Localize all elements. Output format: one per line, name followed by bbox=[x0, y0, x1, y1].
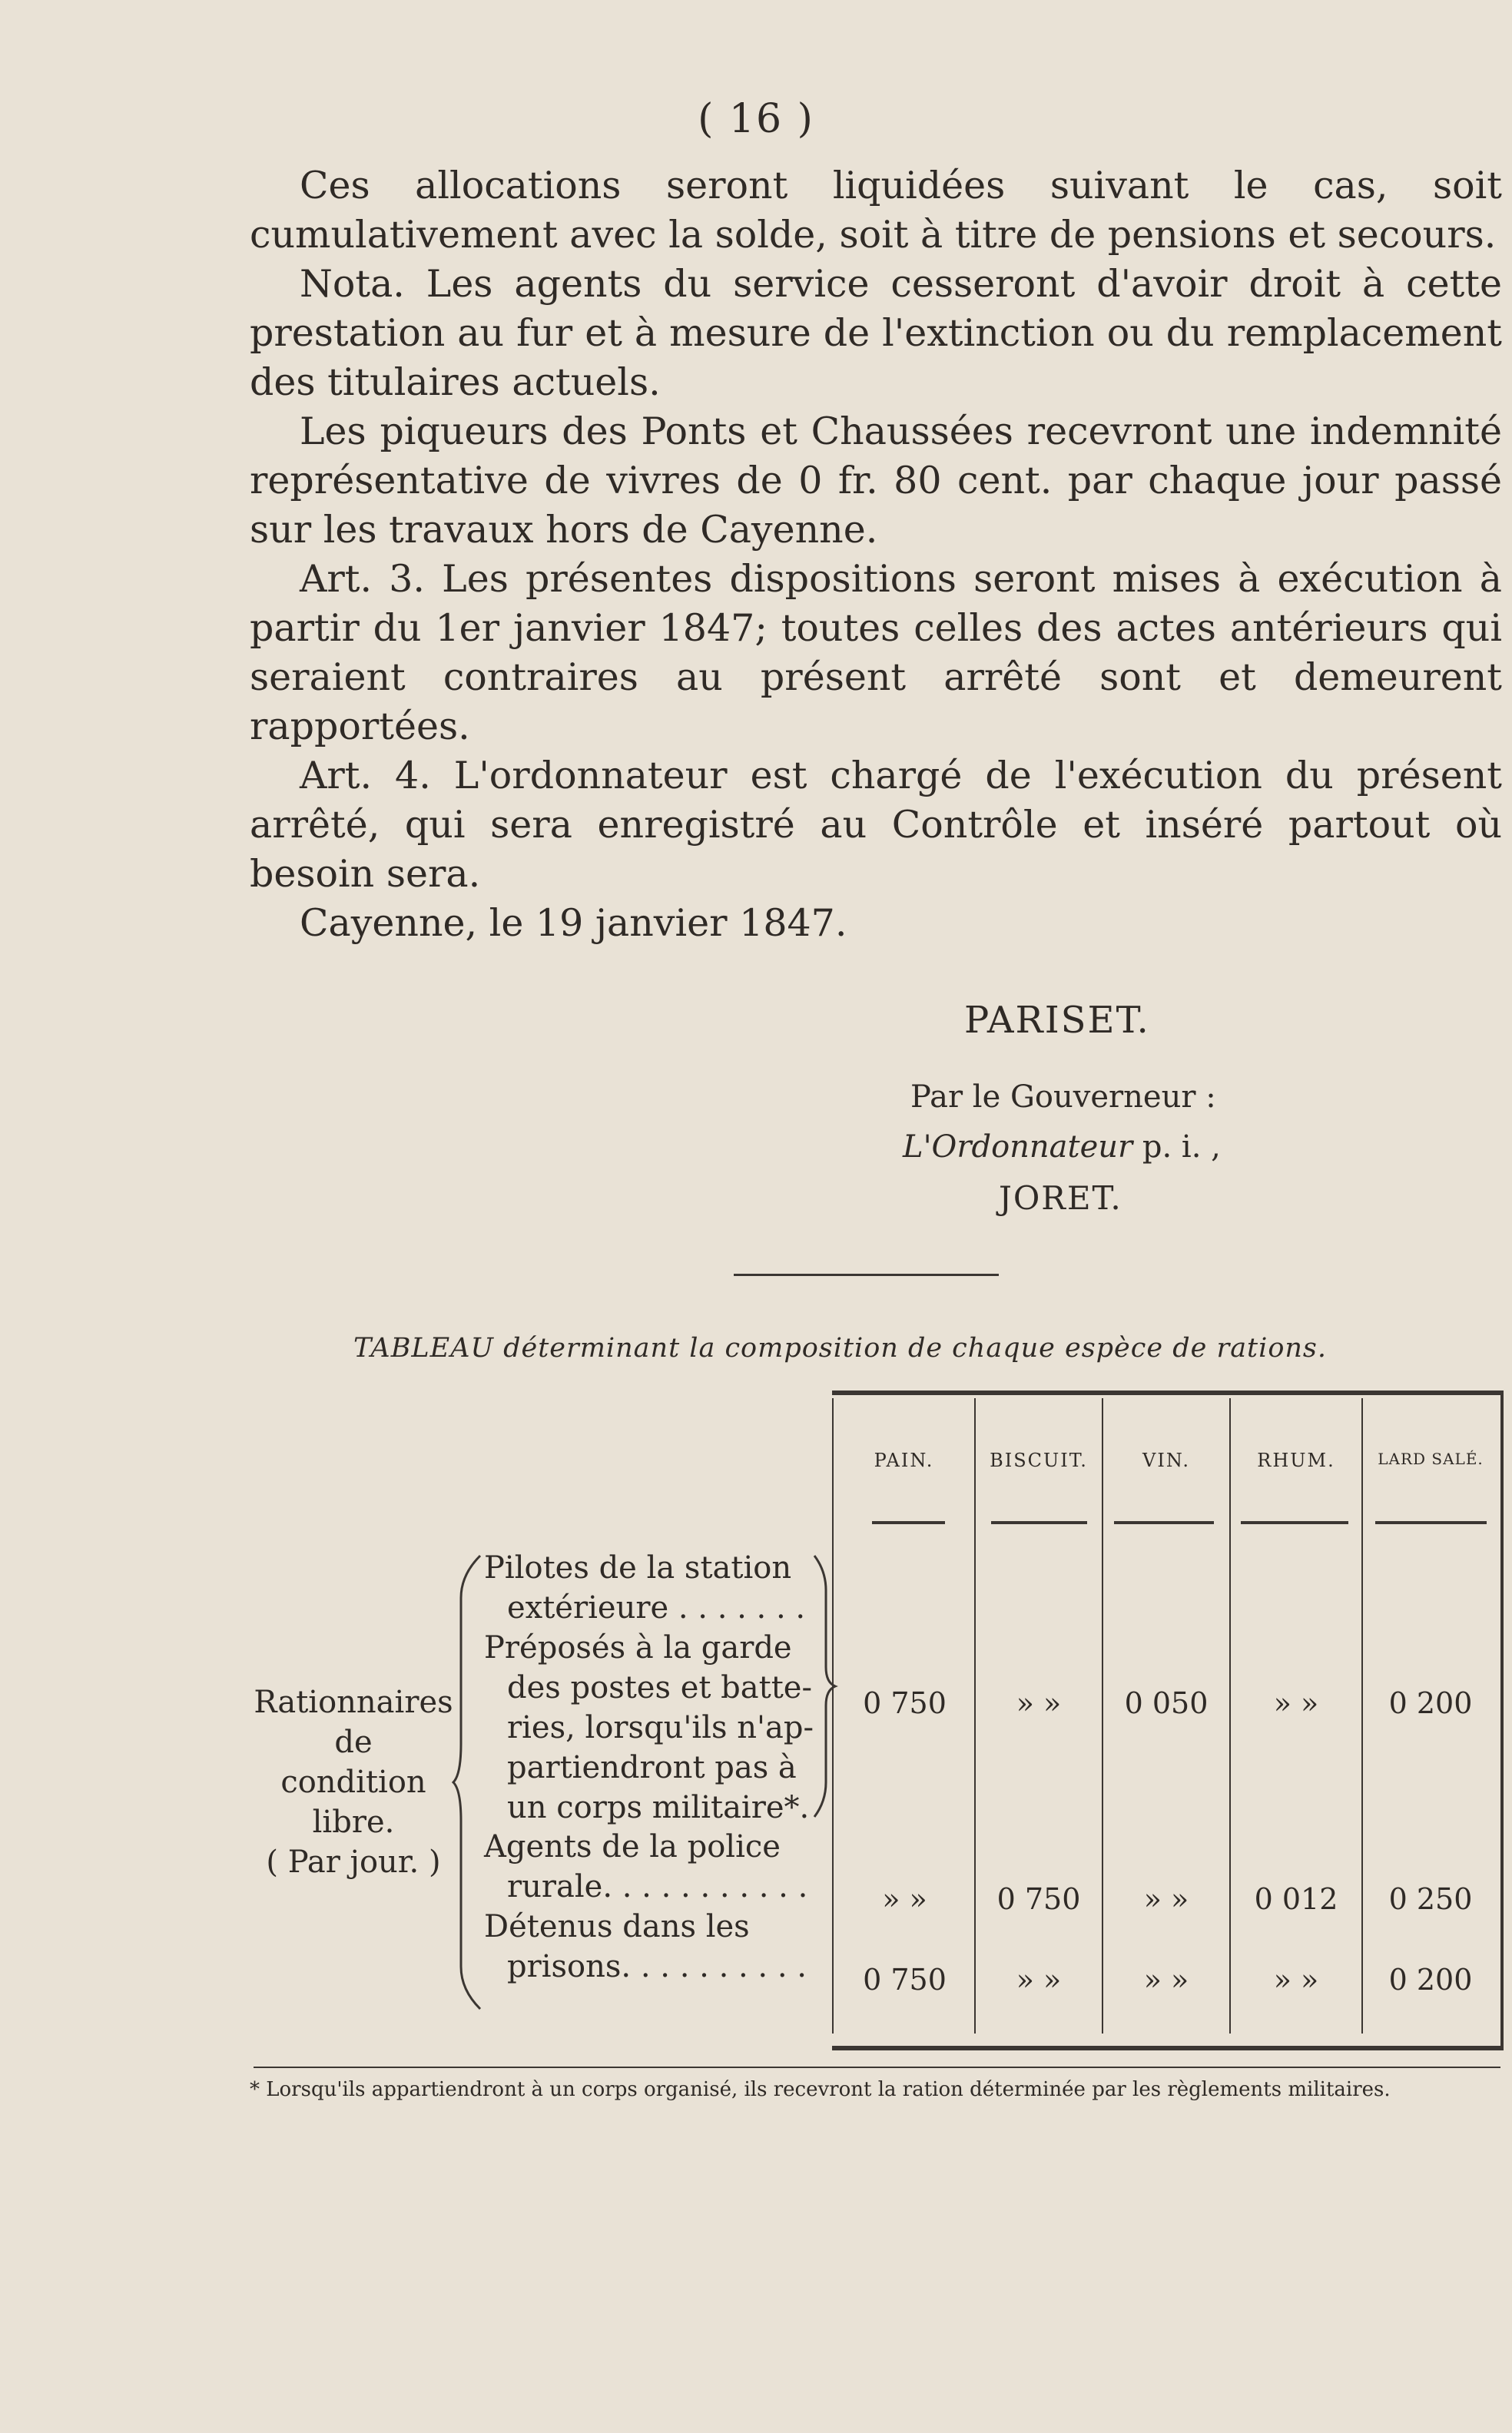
header-rule bbox=[1241, 1521, 1348, 1524]
cell: » » bbox=[882, 1882, 927, 1916]
column-header-rhum: RHUM. bbox=[1257, 1450, 1335, 1471]
paragraph: Cayenne, le 19 janvier 1847. bbox=[300, 901, 847, 945]
paragraph: Ces allocations seront liquidées suivant le cas, soit cumulativement avec la solde, soit à titre de pensions et secours. bbox=[250, 164, 1502, 257]
group-label-line: Rationnaires bbox=[254, 1685, 453, 1720]
ordonnateur-suffix: p. i. , bbox=[1142, 1129, 1221, 1165]
table-title: TABLEAU déterminant la composition de chaque espèce de rations. bbox=[353, 1333, 1328, 1364]
column-divider bbox=[1102, 1398, 1103, 2034]
cell: » » bbox=[1016, 1963, 1062, 1997]
row-label-agents bbox=[484, 1827, 818, 1907]
row-label-line: ries, lorsqu'ils n'ap- bbox=[507, 1710, 814, 1745]
signature: PARISET. bbox=[964, 999, 1150, 1042]
cell: 0 012 bbox=[1254, 1882, 1338, 1916]
group-label-line: de bbox=[334, 1725, 373, 1760]
row-label-line: Pilotes de la station bbox=[484, 1550, 792, 1586]
cell: » » bbox=[1273, 1686, 1319, 1720]
row-label-line: Préposés à la garde bbox=[484, 1630, 792, 1666]
row-label-line: rurale. . . . . . . . . . . bbox=[507, 1869, 808, 1904]
row-label-line: partiendront pas à bbox=[507, 1750, 797, 1785]
paragraph: Nota. Les agents du service cesseront d'avoir droit à cette prestation au fur et à mesure de l'extinction ou du remplacement des titulaires actuels. bbox=[250, 262, 1502, 404]
column-header-pain: PAIN. bbox=[874, 1450, 934, 1471]
column-divider bbox=[974, 1398, 976, 2034]
row-label-line: un corps militaire*. bbox=[507, 1790, 810, 1825]
body-text bbox=[250, 161, 1502, 948]
countersignature: JORET. bbox=[999, 1179, 1122, 1217]
cell: » » bbox=[1143, 1963, 1189, 1997]
header-rule bbox=[1114, 1521, 1214, 1524]
paragraph: Art. 4. L'ordonnateur est chargé de l'exécution du présent arrêté, qui sera enregistré au Contrôle et inséré partout où besoin sera. bbox=[250, 754, 1502, 896]
row-label-line: prisons. . . . . . . . . . bbox=[507, 1949, 807, 1984]
cell: 0 200 bbox=[1388, 1686, 1473, 1720]
cell: 0 750 bbox=[996, 1882, 1081, 1916]
paragraph: Art. 3. Les présentes dispositions seront mises à exécution à partir du 1er janvier 1847; toutes celles des actes antérieurs qui seraient contraires au présent arrêté sont et demeurent rapportées. bbox=[250, 557, 1502, 748]
ordonnateur-title: L'Ordonnateur bbox=[903, 1129, 1133, 1165]
ration-table bbox=[832, 1391, 1504, 2050]
cell: 0 050 bbox=[1124, 1686, 1209, 1720]
cell: 0 250 bbox=[1388, 1882, 1473, 1916]
header-rule bbox=[872, 1521, 945, 1524]
row-label-line: Agents de la police bbox=[484, 1829, 781, 1865]
group-label-line: ( Par jour. ) bbox=[266, 1845, 441, 1880]
group-label-line: libre. bbox=[312, 1805, 395, 1840]
row-label-line: Détenus dans les bbox=[484, 1909, 750, 1944]
cell: » » bbox=[1016, 1686, 1062, 1720]
by-governor-line: Par le Gouverneur : bbox=[910, 1079, 1216, 1115]
section-divider bbox=[734, 1274, 999, 1276]
ordonnateur-line bbox=[903, 1129, 1221, 1165]
footnote-divider bbox=[254, 2067, 1500, 2068]
cell: » » bbox=[1143, 1882, 1189, 1916]
column-header-vin: VIN. bbox=[1142, 1450, 1190, 1471]
header-rule bbox=[1375, 1521, 1487, 1524]
cell: 0 200 bbox=[1388, 1963, 1473, 1997]
cell: » » bbox=[1273, 1963, 1319, 1997]
header-rule bbox=[991, 1521, 1087, 1524]
column-divider bbox=[1361, 1398, 1363, 2034]
group-label bbox=[246, 1682, 461, 1882]
column-divider bbox=[1229, 1398, 1231, 2034]
column-header-lard-sale: LARD SALÉ. bbox=[1378, 1450, 1484, 1468]
row-label-pilotes bbox=[484, 1548, 818, 1828]
page-number: ( 16 ) bbox=[698, 96, 814, 142]
group-label-line: condition bbox=[280, 1765, 426, 1800]
cell: 0 750 bbox=[863, 1686, 947, 1720]
column-header-biscuit: BISCUIT. bbox=[990, 1450, 1088, 1471]
paragraph: Les piqueurs des Ponts et Chaussées recevront une indemnité représentative de vivres de 0 fr. 80 cent. par chaque jour passé sur les travaux hors de Cayenne. bbox=[250, 409, 1502, 552]
cell: 0 750 bbox=[863, 1963, 947, 1997]
row-label-line: extérieure . . . . . . . bbox=[507, 1590, 806, 1626]
footnote: * Lorsqu'ils appartiendront à un corps organisé, ils recevront la ration déterminée par les règlements militaires. bbox=[250, 2078, 1391, 2101]
row-label-detenus bbox=[484, 1907, 818, 1987]
row-label-line: des postes et batte- bbox=[507, 1670, 812, 1705]
